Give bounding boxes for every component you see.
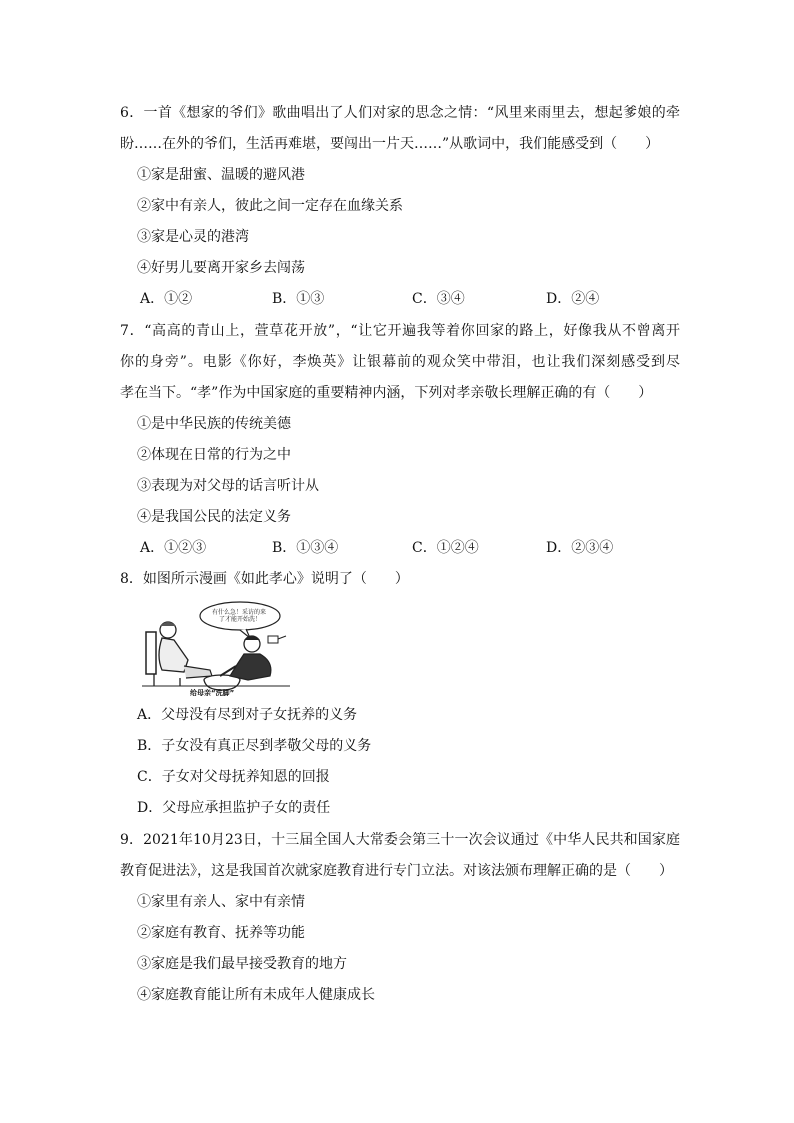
q9-stem-line2: 教育促进法》，这是我国首次就家庭教育进行专门立法。对该法颁布理解正确的是（ ）	[120, 863, 673, 879]
q9-item-1: ①家里有亲人、家中有亲情	[137, 894, 305, 910]
q8-option-c[interactable]: C．子女对父母抚养知恩的回报	[137, 769, 330, 785]
q6-item-4: ④好男儿要离开家乡去闯荡	[137, 260, 305, 276]
q7-item-4: ④是我国公民的法定义务	[137, 509, 291, 525]
q6-stem-line1: 6．一首《想家的爷们》歌曲唱出了人们对家的思念之情：“风里来雨里去，想起爹娘的牵	[120, 105, 680, 121]
q6-option-d[interactable]: D．②④	[546, 291, 600, 307]
q8-option-b[interactable]: B．子女没有真正尽到孝敬父母的义务	[137, 738, 372, 754]
q9-item-4: ④家庭教育能让所有未成年人健康成长	[137, 987, 375, 1003]
q6-item-3: ③家是心灵的港湾	[137, 229, 249, 245]
q6-item-1: ①家是甜蜜、温暖的避风港	[137, 167, 305, 183]
q7-option-c[interactable]: C．①②④	[412, 540, 479, 556]
q9-stem-line1: 9．2021年10月23日，十三届全国人大常委会第三十一次会议通过《中华人民共和国家庭	[120, 832, 680, 848]
q6-option-a[interactable]: A．①②	[140, 291, 193, 307]
cartoon-caption: 给母亲“洗脚”	[190, 689, 235, 696]
q6-item-2: ②家中有亲人，彼此之间一定存在血缘关系	[137, 198, 403, 214]
q7-option-a[interactable]: A．①②③	[140, 540, 207, 556]
q7-item-2: ②体现在日常的行为之中	[137, 447, 291, 463]
q7-stem-line2: 你的身旁”。电影《你好，李焕英》让银幕前的观众笑中带泪，也让我们深刻感受到尽	[120, 354, 680, 370]
q7-stem-line1: 7．“高高的青山上，萱草花开放”，“让它开遍我等着你回家的路上，好像我从不曾离开	[120, 323, 680, 339]
q9-item-3: ③家庭是我们最早接受教育的地方	[137, 956, 347, 972]
speech-bubble-text: 有什么急！采访的来 了才能开始洗！	[212, 609, 267, 623]
q8-stem: 8．如图所示漫画《如此孝心》说明了（ ）	[120, 571, 409, 587]
q7-item-1: ①是中华民族的传统美德	[137, 416, 291, 432]
q7-option-d[interactable]: D．②③④	[546, 540, 614, 556]
q7-stem-line3: 孝在当下。“孝”作为中国家庭的重要精神内涵，下列对孝亲敬长理解正确的有（ ）	[120, 385, 653, 401]
q6-stem-line2: 盼……在外的爷们，生活再难堪，要闯出一片天……”从歌词中，我们能感受到（ ）	[120, 136, 660, 152]
q8-option-d[interactable]: D．父母应承担监护子女的责任	[137, 800, 331, 816]
q7-option-b[interactable]: B．①③④	[272, 540, 339, 556]
q6-option-b[interactable]: B．①③	[272, 291, 325, 307]
cartoon-illustration	[140, 600, 300, 696]
q8-option-a[interactable]: A．父母没有尽到对子女抚养的义务	[137, 707, 358, 723]
q9-item-2: ②家庭有教育、抚养等功能	[137, 925, 305, 941]
cartoon-figure	[140, 600, 300, 696]
q7-item-3: ③表现为对父母的话言听计从	[137, 478, 319, 494]
q6-option-c[interactable]: C．③④	[412, 291, 465, 307]
